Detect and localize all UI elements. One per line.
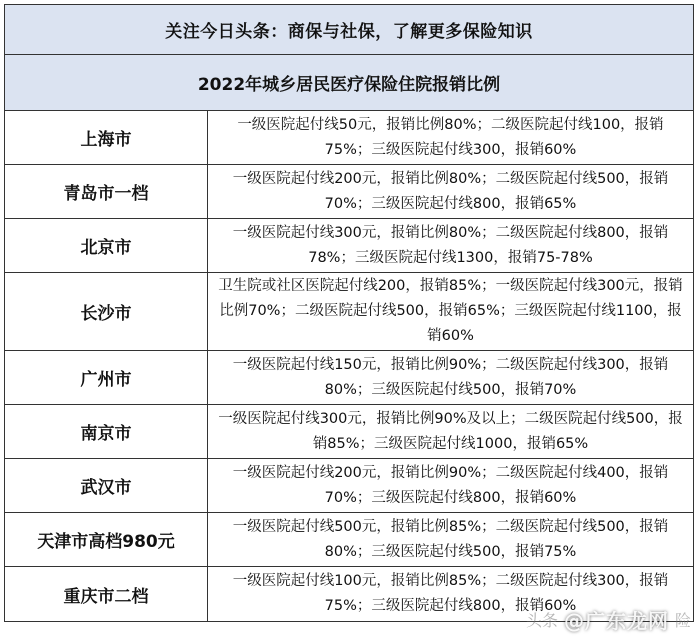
- banner-text: 关注今日头条：商保与社保，了解更多保险知识: [5, 5, 693, 55]
- table-row: [5, 405, 693, 459]
- detail-cell: 卫生院或社区医院起付线200，报销85%；一级医院起付线300元，报销比例70%；二级医院起付线500，报销65%；三级医院起付线1100，报销60%: [218, 278, 683, 344]
- city-cell: 广州市: [5, 351, 208, 404]
- table-row: [5, 165, 693, 219]
- detail-cell: 一级医院起付线200元，报销比例80%；二级医院起付线500，报销70%；三级医院起付线800，报销65%: [232, 170, 669, 212]
- detail-cell: 一级医院起付线300元，报销比例90%及以上；二级医院起付线500，报销85%；三级医院起付线1000，报销65%: [218, 410, 683, 452]
- table-title: 2022年城乡居民医疗保险住院报销比例: [5, 55, 693, 111]
- city-cell: 天津市高档980元: [5, 513, 208, 566]
- table-row: [5, 273, 693, 351]
- table-row: [5, 111, 693, 165]
- city-cell: 重庆市二档: [5, 567, 208, 621]
- city-cell: 上海市: [5, 111, 208, 164]
- city-cell: 武汉市: [5, 459, 208, 512]
- insurance-table: [4, 4, 694, 622]
- city-cell: 青岛市一档: [5, 165, 208, 218]
- watermark-suffix: 险: [674, 611, 691, 630]
- detail-cell: 一级医院起付线150元，报销比例90%；二级医院起付线300，报销80%；三级医院起付线500，报销70%: [232, 356, 669, 398]
- city-cell: 南京市: [5, 405, 208, 458]
- detail-cell: 一级医院起付线200元，报销比例90%；二级医院起付线400，报销70%；三级医院起付线800，报销60%: [232, 464, 669, 506]
- city-cell: 长沙市: [5, 273, 208, 350]
- table-row: [5, 567, 693, 621]
- watermark-prefix: 头条: [525, 611, 558, 630]
- detail-cell: 一级医院起付线50元，报销比例80%；二级医院起付线100，报销75%；三级医院起付线300，报销60%: [237, 116, 664, 158]
- table-row: [5, 459, 693, 513]
- city-cell: 北京市: [5, 219, 208, 272]
- watermark-brand: @广东龙网: [563, 609, 669, 633]
- table-row: [5, 351, 693, 405]
- detail-cell: 一级医院起付线100元，报销比例85%；二级医院起付线300，报销75%；三级医院起付线800，报销60%: [232, 573, 669, 614]
- table-row: [5, 219, 693, 273]
- detail-cell: 一级医院起付线300元，报销比例80%；二级医院起付线800，报销78%；三级医院起付线1300，报销75-78%: [232, 224, 669, 266]
- table-row: [5, 513, 693, 567]
- detail-cell: 一级医院起付线500元，报销比例85%；二级医院起付线500，报销80%；三级医院起付线500，报销75%: [232, 518, 669, 560]
